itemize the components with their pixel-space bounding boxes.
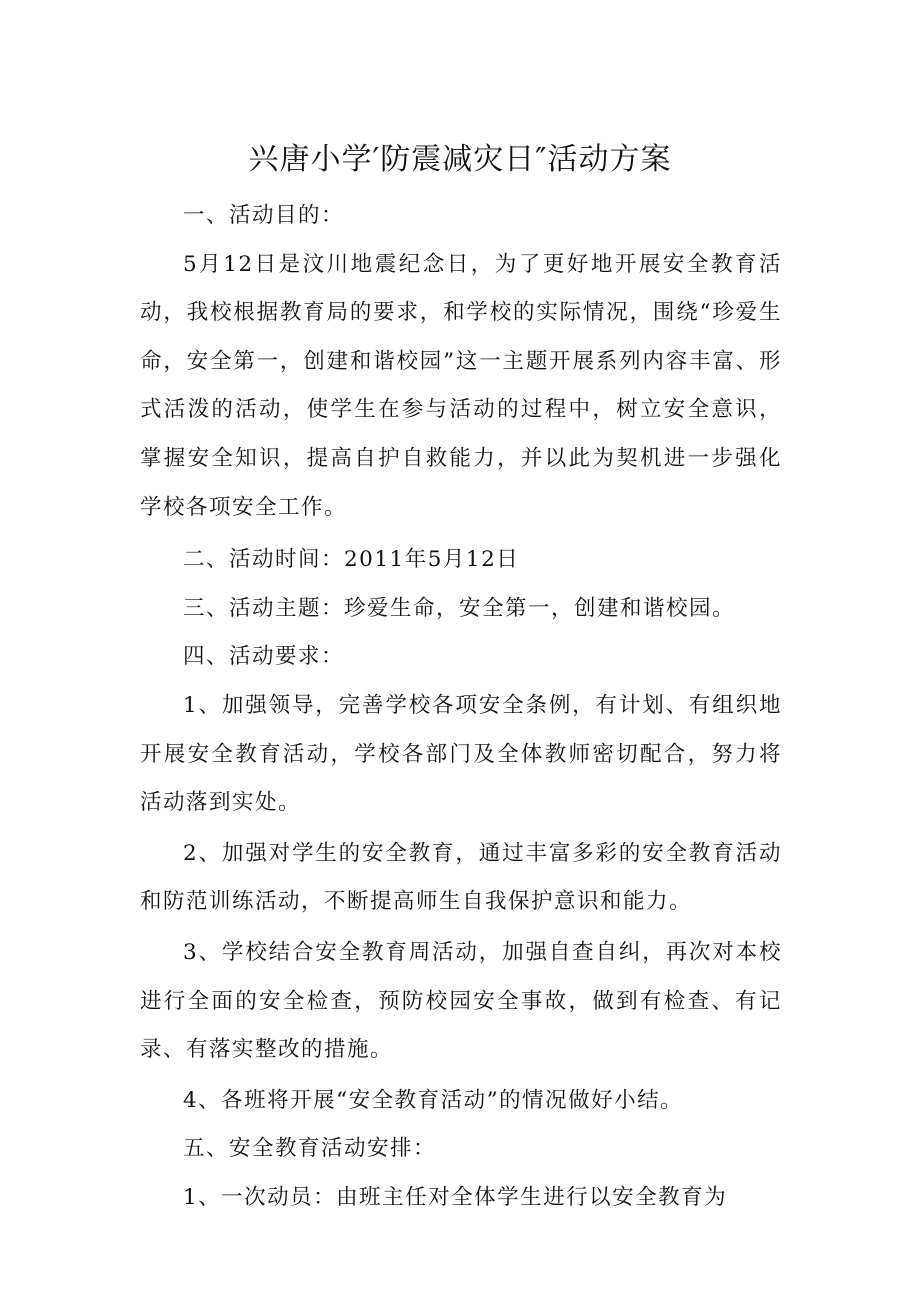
section-heading-arrangements: 五、安全教育活动安排：	[183, 1136, 437, 1162]
document-body	[140, 192, 782, 1222]
purpose-paragraph: 5月12日是汶川地震纪念日，为了更好地开展安全教育活动，我校根据教育局的要求，和学校的实际情况，围绕“珍爱生命，安全第一，创建和谐校园”这一主题开展系列内容丰富、形式活泼的活动，使学生在参与活动的过程中，树立安全意识，掌握安全知识，提高自护自救能力，并以此为契机进一步强化学校各项安全工作。	[140, 251, 782, 520]
requirement-item: 2、加强对学生的安全教育，通过丰富多彩的安全教育活动和防范训练活动，不断提高师生自我保护意识和能力。	[140, 840, 782, 915]
section-activity-theme: 三、活动主题：珍爱生命，安全第一，创建和谐校园。	[183, 595, 736, 621]
requirement-item: 4、各班将开展“安全教育活动”的情况做好小结。	[183, 1087, 684, 1113]
document-title: 兴唐小学′防震减灾日″活动方案	[248, 142, 672, 177]
section-activity-time: 二、活动时间：2011年5月12日	[183, 547, 520, 573]
section-heading-requirements: 四、活动要求：	[183, 644, 345, 670]
section-heading-purpose: 一、活动目的：	[183, 203, 345, 228]
requirement-item: 1、加强领导，完善学校各项安全条例，有计划、有组织地开展安全教育活动，学校各部门及全体教师密切配合，努力将活动落到实处。	[140, 692, 782, 816]
arrangement-item: 1、一次动员：由班主任对全体学生进行以安全教育为	[183, 1184, 728, 1210]
requirement-item: 3、学校结合安全教育周活动，加强自查自纠，再次对本校进行全面的安全检查，预防校园安全事故，做到有检查、有记录、有落实整改的措施。	[140, 939, 782, 1063]
